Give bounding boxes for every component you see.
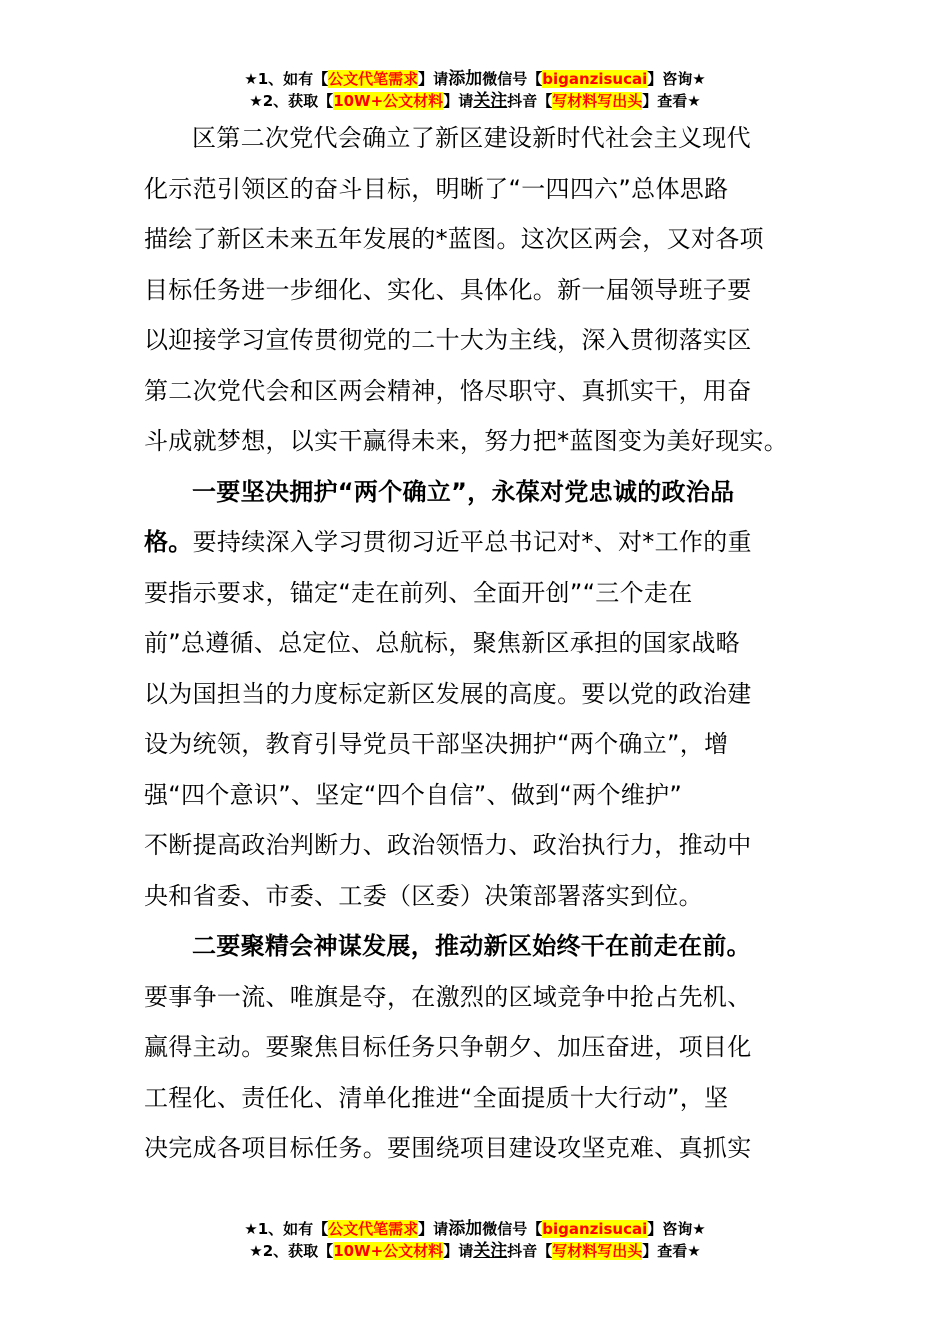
highlight-service: 公文代笔需求: [328, 1220, 419, 1238]
text-line: 斗成就梦想，以实干赢得未来，努力把*蓝图变为美好现实。: [144, 427, 789, 455]
text-line: 要指示要求，锚定“走在前列、全面开创”“三个走在: [144, 578, 693, 607]
banner-text: ★1、如有【: [244, 70, 329, 88]
banner-text: 微信号【: [482, 70, 543, 88]
banner-text: 】请: [443, 92, 474, 110]
text-line: 化示范引领区的奋斗目标，明晰了“一四四六”总体思路: [144, 174, 729, 203]
text-line: 工程化、责任化、清单化推进“全面提质十大行动”，坚: [144, 1083, 729, 1112]
text-line: 央和省委、市委、工委（区委）决策部署落实到位。: [144, 881, 703, 910]
banner-line-1: [0, 1218, 950, 1240]
highlight-materials: 10W+公文材料: [333, 1242, 444, 1260]
document-body: [144, 113, 808, 1174]
highlight-wechat-id: biganzisucai: [542, 1220, 648, 1238]
header-banner: [0, 68, 950, 112]
text-line: 不断提高政治判断力、政治领悟力、政治执行力，推动中: [144, 831, 752, 859]
banner-text: 】请: [443, 1242, 474, 1260]
banner-text: 添加: [448, 1219, 483, 1239]
text-line: 要事争一流、唯旗是夺，在激烈的区域竞争中抢占先机、: [144, 982, 752, 1011]
text-line: 第二次党代会和区两会精神，恪尽职守、真抓实干，用奋: [144, 376, 752, 405]
text-line: 目标任务进一步细化、实化、具体化。新一届领导班子要: [144, 275, 752, 304]
text-line: 以为国担当的力度标定新区发展的高度。要以党的政治建: [144, 679, 752, 708]
banner-text: 关注: [473, 91, 508, 111]
banner-text: 】请: [418, 1220, 449, 1238]
banner-text: ★2、获取【: [249, 92, 334, 110]
section-heading-2: 二要聚精会神谋发展，推动新区始终干在前走在前。: [192, 932, 751, 960]
text-line: 强“四个意识”、坚定“四个自信”、做到“两个维护”: [144, 780, 683, 809]
banner-text: 微信号【: [482, 1220, 543, 1238]
text-line: [144, 517, 808, 568]
highlight-wechat-id: biganzisucai: [542, 70, 648, 88]
text-line: 决完成各项目标任务。要围绕项目建设攻坚克难、真抓实: [144, 1134, 752, 1162]
text-span: 要持续深入学习贯彻习近平总书记对*、对*工作的重: [192, 528, 752, 556]
footer-banner: [0, 1218, 950, 1262]
text-line: 区第二次党代会确立了新区建设新时代社会主义现代: [192, 124, 751, 152]
text-line: 以迎接学习宣传贯彻党的二十大为主线，深入贯彻落实区: [144, 326, 752, 354]
banner-line-2: [0, 90, 950, 112]
banner-line-1: [0, 68, 950, 90]
banner-text: 添加: [448, 69, 483, 89]
highlight-douyin: 写材料写出头: [552, 1242, 643, 1260]
section-heading-1: 一要坚决拥护“两个确立”，永葆对党忠诚的政治品: [192, 477, 735, 506]
text-line: 前”总遵循、总定位、总航标，聚焦新区承担的国家战略: [144, 629, 740, 657]
highlight-materials: 10W+公文材料: [333, 92, 444, 110]
text-line: 描绘了新区未来五年发展的*蓝图。这次区两会，又对各项: [144, 225, 764, 253]
banner-text: 】咨询★: [647, 1220, 706, 1238]
banner-text: 】查看★: [642, 92, 701, 110]
banner-text: 】查看★: [642, 1242, 701, 1260]
text-line: 设为统领，教育引导党员干部坚决拥护“两个确立”，增: [144, 730, 729, 758]
highlight-douyin: 写材料写出头: [552, 92, 643, 110]
banner-line-2: [0, 1240, 950, 1262]
text-line: 赢得主动。要聚焦目标任务只争朝夕、加压奋进，项目化: [144, 1033, 752, 1061]
banner-text: 】咨询★: [647, 70, 706, 88]
section-heading-1-end: 格。: [144, 528, 193, 556]
banner-text: ★1、如有【: [244, 1220, 329, 1238]
banner-text: 抖音【: [507, 92, 553, 110]
banner-text: 关注: [473, 1241, 508, 1261]
banner-text: 】请: [418, 70, 449, 88]
banner-text: ★2、获取【: [249, 1242, 334, 1260]
highlight-service: 公文代笔需求: [328, 70, 419, 88]
banner-text: 抖音【: [507, 1242, 553, 1260]
